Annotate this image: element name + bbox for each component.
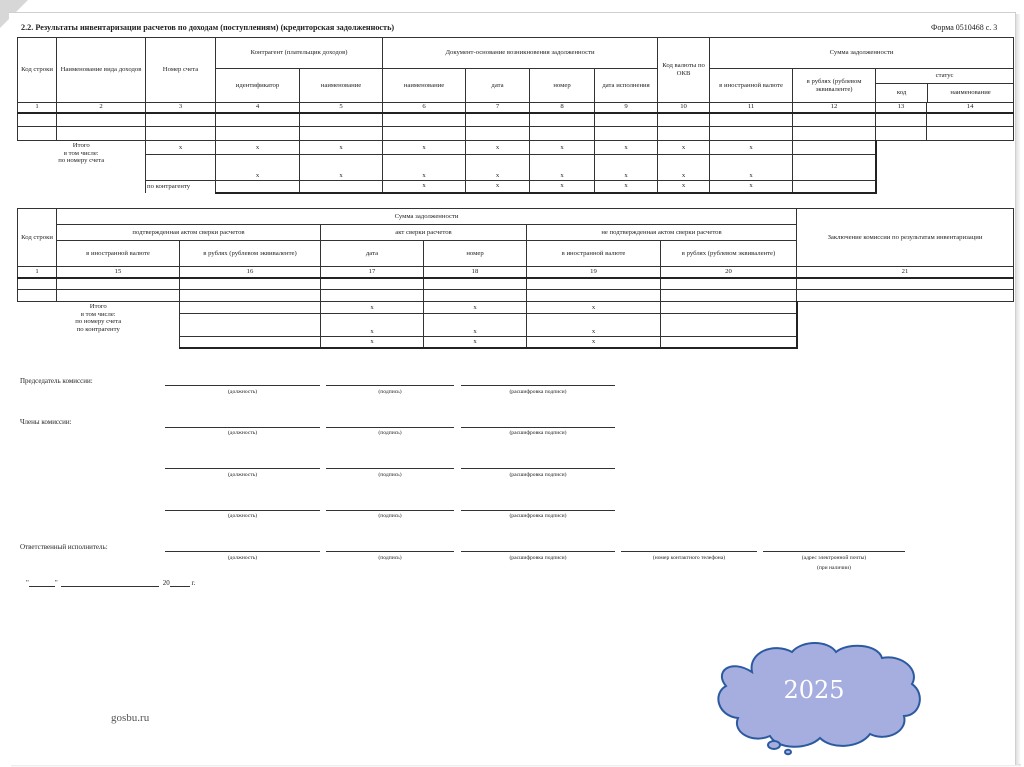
cell[interactable] xyxy=(321,290,424,302)
debt-table-part1 xyxy=(17,37,1014,194)
caption-position: (должность) xyxy=(227,513,258,519)
cell[interactable] xyxy=(18,127,57,141)
col-num: 14 xyxy=(927,103,1014,113)
cell[interactable] xyxy=(793,127,876,141)
total-row xyxy=(18,141,1014,155)
th-line-code: Код строки xyxy=(18,38,57,103)
by-account-label: по номеру счета xyxy=(75,318,122,326)
cell[interactable] xyxy=(466,113,530,127)
th-status-name: наименование xyxy=(950,89,991,96)
cell[interactable] xyxy=(57,127,146,141)
x-mark: x xyxy=(710,155,793,181)
cell[interactable] xyxy=(383,113,466,127)
month-field[interactable] xyxy=(61,578,159,587)
cell[interactable] xyxy=(146,127,216,141)
th-act-number: номер xyxy=(424,241,527,267)
member3-signature-line[interactable] xyxy=(326,510,454,511)
th-cp-id: идентификатор xyxy=(216,69,300,103)
members-label: Члены комиссии: xyxy=(20,418,72,426)
including-label: в том числе: xyxy=(80,310,116,318)
cell[interactable] xyxy=(661,278,797,290)
table-row xyxy=(18,127,1014,141)
member3-position-line[interactable] xyxy=(165,510,320,511)
caption-signature: (подпись) xyxy=(378,389,402,395)
total-rub[interactable] xyxy=(793,141,876,155)
col-num: 5 xyxy=(300,103,383,113)
th-confirmed-rub: в рублях (рублевом эквиваленте) xyxy=(180,241,321,267)
cell[interactable] xyxy=(530,113,595,127)
cell[interactable] xyxy=(18,290,57,302)
debt-table-part2 xyxy=(17,208,1014,349)
chair-position-line[interactable] xyxy=(165,385,320,386)
caption-decoding: (расшифровка подписи) xyxy=(509,430,567,436)
year-badge: 2025 xyxy=(783,676,845,704)
member1-position-line[interactable] xyxy=(165,427,320,428)
x-mark: x xyxy=(527,302,661,314)
table-row xyxy=(18,290,1014,302)
x-mark: x xyxy=(530,141,595,155)
date-open-quote: " xyxy=(26,579,29,587)
executor-position-line[interactable] xyxy=(165,551,320,552)
x-mark: x xyxy=(216,141,300,155)
col-num: 10 xyxy=(658,103,710,113)
by-cp-unconf-rub[interactable] xyxy=(661,337,797,348)
year-field[interactable] xyxy=(170,578,190,587)
cell[interactable] xyxy=(710,127,793,141)
cell[interactable] xyxy=(927,113,1014,127)
x-mark: x xyxy=(383,155,466,181)
th-currency-code: Код валюты по ОКВ xyxy=(658,38,710,103)
by-cp-rub[interactable] xyxy=(793,181,876,193)
cp-id-cell[interactable] xyxy=(216,181,300,193)
x-mark: x xyxy=(527,337,661,348)
col-num: 20 xyxy=(661,267,797,278)
year-prefix: 20 xyxy=(162,579,170,587)
chair-signature-line[interactable] xyxy=(326,385,454,386)
th-confirmed-foreign: в иностранной валюте xyxy=(57,241,180,267)
caption-position: (должность) xyxy=(227,555,258,561)
cell[interactable] xyxy=(383,127,466,141)
col-num: 1 xyxy=(18,267,57,278)
x-mark: x xyxy=(321,314,424,337)
x-mark: x xyxy=(710,141,793,155)
cell[interactable] xyxy=(876,127,927,141)
cell[interactable] xyxy=(876,113,927,127)
col-num: 19 xyxy=(527,267,661,278)
th-cp-name: наименование xyxy=(300,69,383,103)
date-close-quote: " xyxy=(54,579,58,587)
total-unconf-rub[interactable] xyxy=(661,302,797,314)
th-sum-foreign: в иностранной валюте xyxy=(710,69,793,103)
th-confirmed: подтвержденная актом сверки расчетов xyxy=(57,225,321,241)
cell[interactable] xyxy=(424,278,527,290)
cell[interactable] xyxy=(530,127,595,141)
x-mark: x xyxy=(466,181,530,193)
col-num: 16 xyxy=(180,267,321,278)
cell[interactable] xyxy=(216,127,300,141)
cell[interactable] xyxy=(595,127,658,141)
total-label: Итого xyxy=(89,303,107,310)
th-unconfirmed-rub: в рублях (рублевом эквиваленте) xyxy=(661,241,797,267)
col-num: 3 xyxy=(146,103,216,113)
member2-decoding-line[interactable] xyxy=(461,468,615,469)
th-doc-number: номер xyxy=(530,69,595,103)
table-row xyxy=(18,278,1014,290)
x-mark: x xyxy=(383,181,466,193)
col-num: 12 xyxy=(793,103,876,113)
caption-signature: (подпись) xyxy=(378,513,402,519)
x-mark: x xyxy=(424,302,527,314)
th-act-date: дата xyxy=(321,241,424,267)
member2-signature-line[interactable] xyxy=(326,468,454,469)
caption-position: (должность) xyxy=(227,472,258,478)
col-num: 18 xyxy=(424,267,527,278)
caption-signature: (подпись) xyxy=(378,430,402,436)
cell[interactable] xyxy=(527,290,661,302)
caption-signature: (подпись) xyxy=(378,472,402,478)
th-doc-date: дата xyxy=(466,69,530,103)
col-num: 21 xyxy=(797,267,1014,278)
cloud-tail-2 xyxy=(785,750,791,754)
total-label-block xyxy=(18,302,180,348)
cell[interactable] xyxy=(18,278,57,290)
x-mark: x xyxy=(710,181,793,193)
col-num: 13 xyxy=(876,103,927,113)
total-rub[interactable] xyxy=(180,302,321,314)
cell[interactable] xyxy=(180,278,321,290)
cell[interactable] xyxy=(658,113,710,127)
caption-signature: (подпись) xyxy=(378,555,402,561)
member1-signature-line[interactable] xyxy=(326,427,454,428)
caption-phone: (номер контактного телефона) xyxy=(652,555,726,561)
x-mark: x xyxy=(595,141,658,155)
x-mark: x xyxy=(321,302,424,314)
th-sum-rub: в рублях (рублевом эквиваленте) xyxy=(793,69,876,103)
executor-phone-line[interactable] xyxy=(621,551,757,552)
cell[interactable] xyxy=(180,290,321,302)
caption-position: (должность) xyxy=(227,389,258,395)
cp-name-cell[interactable] xyxy=(300,181,383,193)
table-row xyxy=(18,113,1014,127)
by-counterparty-row xyxy=(18,181,1014,193)
brand-watermark: gosbu.ru xyxy=(111,712,150,724)
member2-position-line[interactable] xyxy=(165,468,320,469)
x-mark: x xyxy=(300,155,383,181)
col-num: 7 xyxy=(466,103,530,113)
executor-label: Ответственный исполнитель: xyxy=(20,543,108,551)
total-row xyxy=(18,302,1014,314)
caption-decoding: (расшифровка подписи) xyxy=(509,472,567,478)
x-mark: x xyxy=(595,155,658,181)
by-cp-rub[interactable] xyxy=(180,337,321,348)
form-id: Форма 0510468 с. 3 xyxy=(931,23,998,32)
by-counterparty-label: по контрагенту xyxy=(146,181,216,193)
by-account-rub[interactable] xyxy=(793,155,876,181)
th-unconfirmed-foreign: в иностранной валюте xyxy=(527,241,661,267)
cell[interactable] xyxy=(595,113,658,127)
cloud-tail-1 xyxy=(768,741,780,749)
th-status-code: код xyxy=(876,84,928,102)
cell[interactable] xyxy=(797,278,1014,290)
col-num: 2 xyxy=(57,103,146,113)
total-label-block xyxy=(18,141,146,181)
cell[interactable] xyxy=(57,113,146,127)
th-account: Номер счета xyxy=(146,38,216,103)
th-conclusion: Заключение комиссии по результатам инвентаризации xyxy=(797,209,1014,267)
cell[interactable] xyxy=(424,290,527,302)
caption-decoding: (расшифровка подписи) xyxy=(509,389,567,395)
col-num: 4 xyxy=(216,103,300,113)
th-doc-exec-date: дата исполнения xyxy=(595,69,658,103)
by-account-label: по номеру счета xyxy=(58,157,105,165)
chair-decoding-line[interactable] xyxy=(461,385,615,386)
cell[interactable] xyxy=(57,278,180,290)
by-account-unconf-rub[interactable] xyxy=(661,314,797,337)
col-num: 8 xyxy=(530,103,595,113)
caption-email: (адрес электронной почты) xyxy=(801,555,867,561)
cell[interactable] xyxy=(300,113,383,127)
th-debt-sum: Сумма задолженности xyxy=(710,38,1014,69)
col-num: 1 xyxy=(18,103,57,113)
by-account-rub[interactable] xyxy=(180,314,321,337)
executor-decoding-line[interactable] xyxy=(461,551,615,552)
x-mark: x xyxy=(658,181,710,193)
executor-email-line[interactable] xyxy=(763,551,905,552)
th-income-type: Наименование вида доходов xyxy=(57,38,146,103)
cell[interactable] xyxy=(321,278,424,290)
col-num: 9 xyxy=(595,103,658,113)
by-account-row xyxy=(18,155,1014,181)
executor-signature-line[interactable] xyxy=(326,551,454,552)
caption-if-any: (при наличии) xyxy=(816,565,852,571)
col-num: 15 xyxy=(57,267,180,278)
cell[interactable] xyxy=(658,127,710,141)
x-mark: x xyxy=(530,181,595,193)
th-status xyxy=(876,69,1014,103)
col-num: 11 xyxy=(710,103,793,113)
x-mark: x xyxy=(658,141,710,155)
x-mark: x xyxy=(321,337,424,348)
cell[interactable] xyxy=(927,127,1014,141)
x-mark: x xyxy=(383,141,466,155)
cell[interactable] xyxy=(300,127,383,141)
member1-decoding-line[interactable] xyxy=(461,427,615,428)
x-mark: x xyxy=(466,141,530,155)
x-mark: x xyxy=(658,155,710,181)
th-document: Документ-основание возникновения задолженности xyxy=(383,38,658,69)
th-status-label: статус xyxy=(876,69,1013,84)
cell[interactable] xyxy=(661,290,797,302)
caption-decoding: (расшифровка подписи) xyxy=(509,555,567,561)
cell[interactable] xyxy=(710,113,793,127)
col-num: 17 xyxy=(321,267,424,278)
by-counterparty-label: по контрагенту xyxy=(76,326,120,334)
including-label: в том числе: xyxy=(63,149,99,157)
form-title: 2.2. Результаты инвентаризации расчетов по доходам (поступлениям) (кредиторская задолженность) xyxy=(21,23,395,32)
th-counterparty: Контрагент (плательщик доходов) xyxy=(216,38,383,69)
day-field[interactable] xyxy=(29,578,55,587)
cell[interactable] xyxy=(216,113,300,127)
x-mark: x xyxy=(216,155,300,181)
x-mark: x xyxy=(527,314,661,337)
member3-decoding-line[interactable] xyxy=(461,510,615,511)
x-mark: x xyxy=(146,141,216,155)
th-doc-name: наименование xyxy=(383,69,466,103)
total-label: Итого xyxy=(72,142,90,149)
x-mark: x xyxy=(424,314,527,337)
x-mark: x xyxy=(595,181,658,193)
year-suffix: г. xyxy=(191,579,196,587)
th-unconfirmed: не подтвержденная актом сверки расчетов xyxy=(527,225,797,241)
cell[interactable] xyxy=(466,127,530,141)
th-line-code: Код строки xyxy=(18,209,57,267)
cell[interactable] xyxy=(527,278,661,290)
account-cell[interactable] xyxy=(146,155,216,181)
x-mark: x xyxy=(530,155,595,181)
cell[interactable] xyxy=(793,113,876,127)
cell[interactable] xyxy=(18,113,57,127)
cell[interactable] xyxy=(146,113,216,127)
th-reconciliation-act: акт сверки расчетов xyxy=(321,225,527,241)
th-debt-sum: Сумма задолженности xyxy=(57,209,797,225)
cell[interactable] xyxy=(57,290,180,302)
x-mark: x xyxy=(424,337,527,348)
caption-decoding: (расшифровка подписи) xyxy=(509,513,567,519)
x-mark: x xyxy=(466,155,530,181)
cell[interactable] xyxy=(797,290,1014,302)
col-num: 6 xyxy=(383,103,466,113)
chair-label: Председатель комиссии: xyxy=(20,377,93,385)
caption-position: (должность) xyxy=(227,430,258,436)
x-mark: x xyxy=(300,141,383,155)
date-line xyxy=(26,578,195,587)
